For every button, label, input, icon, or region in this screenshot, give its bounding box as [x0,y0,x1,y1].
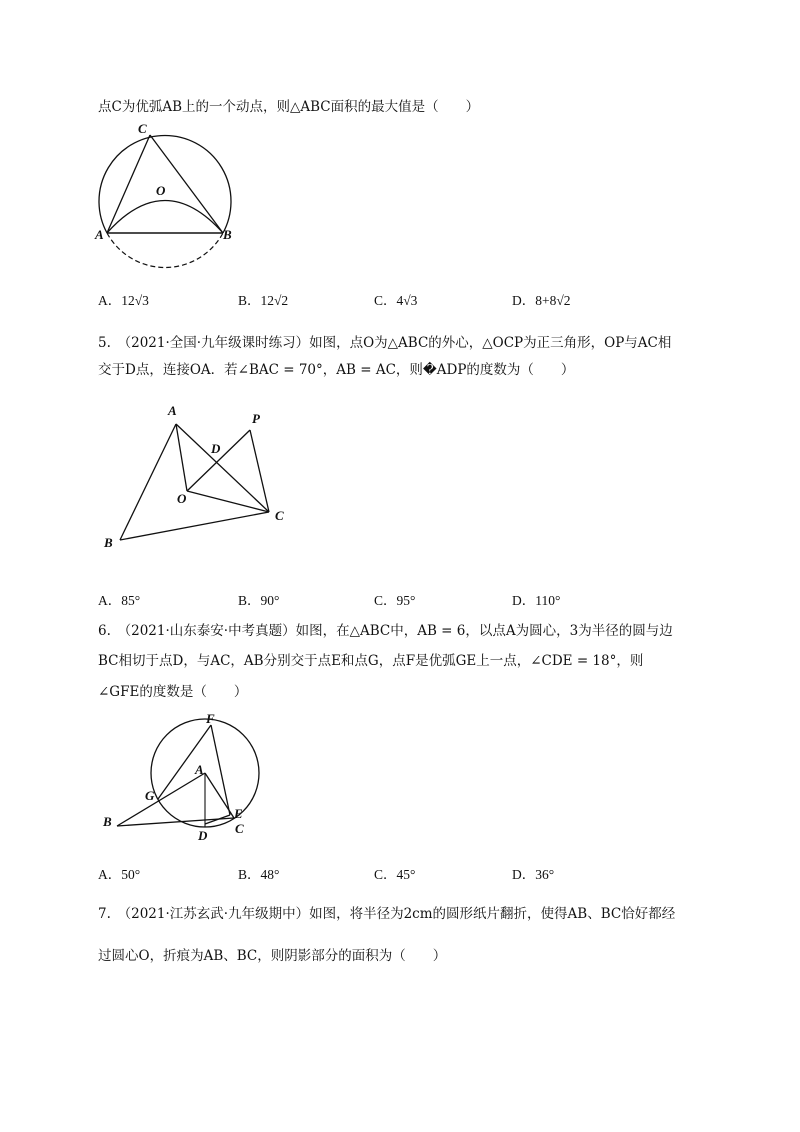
q7-stem-line1: 7. （2021·江苏玄武·九年级期中）如图，将半径为2cm的圆形纸片翻折，使得AB、BC恰好都经 [98,906,676,922]
q5-options [0,589,800,609]
q4-stem: 点C为优弧AB上的一个动点，则△ABC面积的最大值是（ ） [98,99,480,115]
q6-label-d: D [198,828,208,843]
q4-inner-arc [107,201,223,234]
q5-segment-ab [120,424,176,540]
q6-option-a[interactable]: A．50° [98,867,141,882]
q4-label-o: O [156,183,166,198]
q6-label-e: E [234,806,243,821]
q5-stem-line2: 交于D点，连接OA．若∠BAC = 70°，AB = AC，则�ADP的度数为（ ） [98,362,575,378]
q5-option-b[interactable]: B．90° [238,593,280,608]
q4-option-c[interactable]: C．4√3 [374,293,418,308]
q4-option-a[interactable]: A．12√3 [98,293,149,308]
q6-label-b: B [103,814,112,829]
q5-segment-op [187,430,250,491]
q5-label-p: P [252,411,260,426]
q4-label-c: C [138,121,147,136]
q5-segment-ac [176,424,269,512]
q5-segment-bc [120,512,269,540]
q4-circle-minor-arc [107,233,223,268]
q6-options [0,863,800,883]
q6-label-a: A [195,762,204,777]
q6-label-c: C [235,821,244,836]
q5-label-o: O [177,491,187,506]
q6-figure [98,708,298,848]
q4-option-d[interactable]: D．8+8√2 [512,293,571,308]
q6-stem-line3: ∠GFE的度数是（ ） [98,684,248,700]
q4-option-b[interactable]: B．12√2 [238,293,289,308]
q5-option-a[interactable]: A．85° [98,593,141,608]
q5-label-a: A [168,403,177,418]
q6-stem-line2: BC相切于点D，与AC，AB分别交于点E和点G，点F是优弧GE上一点，∠CDE = 18°，则 [98,653,644,669]
q4-figure [90,118,240,273]
q6-option-b[interactable]: B．48° [238,867,280,882]
q5-segment-pc [250,430,269,512]
q4-label-a: A [95,227,104,242]
q5-figure [95,395,305,560]
q6-label-f: F [206,711,215,726]
q6-option-c[interactable]: C．45° [374,867,416,882]
q5-label-c: C [275,508,284,523]
q4-label-b: B [223,227,232,242]
q5-option-d[interactable]: D．110° [512,593,561,608]
q5-option-c[interactable]: C．95° [374,593,416,608]
q5-stem-line1: 5. （2021·全国·九年级课时练习）如图，点O为△ABC的外心，△OCP为正三角形，OP与AC相 [98,335,672,351]
q4-segment-ca [107,135,150,233]
q5-segment-oc [187,491,269,512]
q4-options [0,289,800,309]
q6-segment-ba [117,773,205,826]
q5-segment-oa [176,424,187,491]
q6-segment-fe [211,725,230,815]
q6-option-d[interactable]: D．36° [512,867,555,882]
q7-stem-line2: 过圆心O，折痕为AB、BC，则阴影部分的面积为（ ） [98,948,447,964]
q6-label-g: G [145,788,155,803]
q6-stem-line1: 6. （2021·山东泰安·中考真题）如图，在△ABC中，AB = 6，以点A为圆心，3为半径的圆与边 [98,623,673,639]
q5-label-d: D [211,441,221,456]
q5-label-b: B [104,535,113,550]
